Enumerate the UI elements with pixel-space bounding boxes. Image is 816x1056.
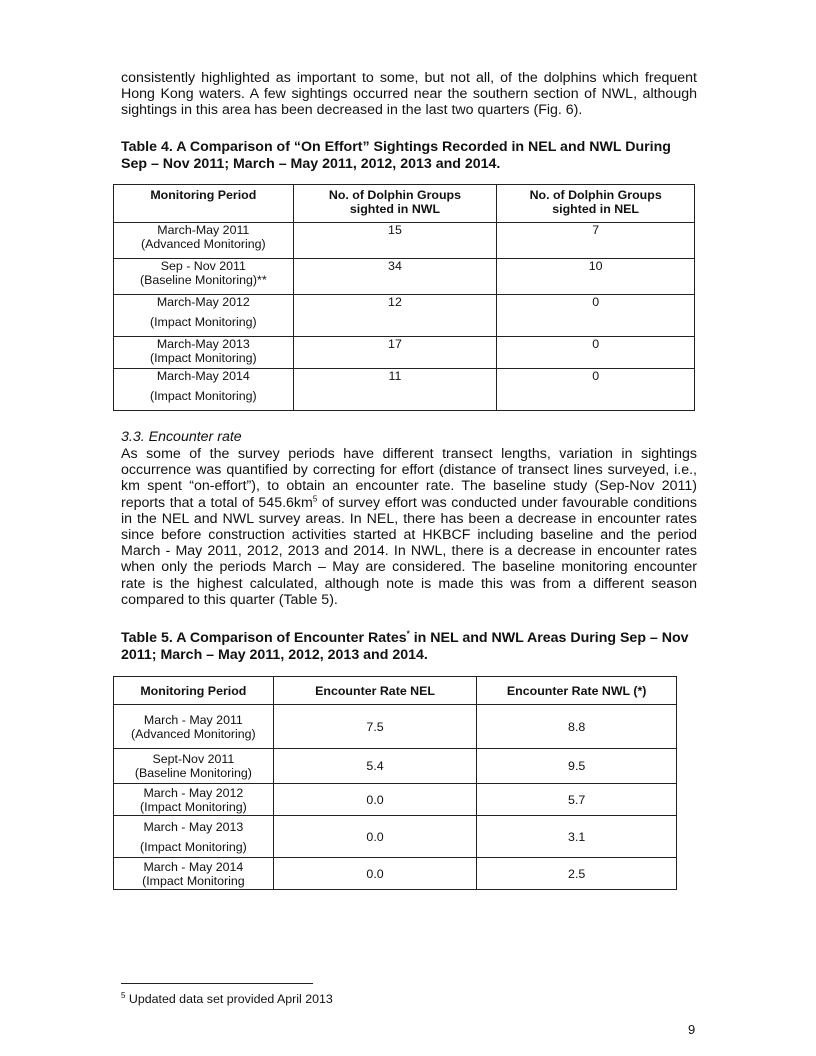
period-name: March-May 2011 (157, 223, 250, 237)
table5-nwl-cell: 3.1 (477, 816, 677, 858)
table5-caption-asterisk: * (406, 629, 410, 639)
table4-header-nwl: No. of Dolphin Groups sighted in NWL (293, 185, 497, 223)
footnote (121, 992, 333, 1006)
section-body-part1: As some of the survey periods have different transect lengths, variation in sightings occurrence was quantified by correcting for effort (distance of transect lines surveyed, i.e., km spent “on-effort”), to obtain an encounter rate. The baseline study (Sep-Nov 2011) reports that a total of 545.6km (121, 446, 697, 511)
table-row (114, 259, 695, 295)
section-heading: 3.3. Encounter rate (121, 429, 242, 445)
period-type: (Impact Monitoring) (149, 389, 257, 403)
table5-period-cell (114, 749, 274, 784)
table-row (114, 223, 695, 259)
table-row (114, 337, 695, 369)
table-row (114, 295, 695, 337)
period-type: (Baseline Monitoring)** (139, 273, 267, 287)
table4-nwl-cell: 17 (293, 337, 497, 369)
table4-caption: Table 4. A Comparison of “On Effort” Sightings Recorded in NEL and NWL During Sep – Nov 2011; March – May 2011, 2012, 2013 and 2014. (121, 139, 671, 172)
period-type: (Advanced Monitoring) (140, 237, 266, 251)
period-type: (Impact Monitoring) (140, 839, 247, 854)
table4-nel-cell: 0 (497, 295, 695, 337)
period-name: March - May 2013 (143, 819, 244, 834)
table4 (113, 184, 695, 411)
table5 (113, 676, 677, 890)
period-name: March - May 2012 (143, 785, 244, 800)
table5-nel-cell: 0.0 (273, 816, 477, 858)
table5-header-nel: Encounter Rate NEL (273, 677, 477, 705)
table4-period-cell (114, 295, 294, 337)
table4-nwl-cell: 11 (293, 369, 497, 411)
table4-nwl-cell: 34 (293, 259, 497, 295)
table-row (114, 858, 677, 890)
table5-nel-cell: 5.4 (273, 749, 477, 784)
table5-period-cell (114, 784, 274, 816)
table5-header-row (114, 677, 677, 705)
table5-caption-part2: in NEL and NWL Areas During Sep – Nov 2011; March – May 2011, 2012, 2013 and 2014. (121, 630, 689, 663)
period-name: March-May 2012 (156, 295, 250, 309)
table4-nel-cell: 0 (497, 337, 695, 369)
period-name: March-May 2013 (156, 337, 250, 351)
period-name: March-May 2014 (156, 369, 250, 383)
table4-nwl-cell: 15 (293, 223, 497, 259)
table4-nwl-cell: 12 (293, 295, 497, 337)
footnote-marker: 5 (121, 990, 126, 1000)
period-type: (Impact Monitoring) (149, 351, 257, 365)
table5-nwl-cell: 8.8 (477, 705, 677, 749)
table4-header-nel: No. of Dolphin Groups sighted in NEL (497, 185, 695, 223)
table4-nel-cell: 10 (497, 259, 695, 295)
table5-nel-cell: 0.0 (273, 784, 477, 816)
table5-nel-cell: 7.5 (273, 705, 477, 749)
table-row (114, 784, 677, 816)
footnote-text: Updated data set provided April 2013 (125, 992, 333, 1006)
section-body-part2: of survey effort was conducted under favourable conditions in the NEL and NWL survey areas. In NEL, there has been a decrease in encounter rates since before construction activities started at HKBCF including baseline and the period March - May 2011, 2012, 2013 and 2014. In NWL, there is a decrease in encounter rates when only the periods March – May are considered. The baseline monitoring encounter rate is the highest calculated, although note is made this was from a different season compared to this quarter (Table 5). (121, 494, 698, 608)
table5-caption-part1: Table 5. A Comparison of Encounter Rates (121, 630, 407, 646)
table5-nwl-cell: 5.7 (477, 784, 677, 816)
page-number: 9 (688, 1022, 696, 1037)
table-row (114, 749, 677, 784)
table4-period-cell (114, 369, 294, 411)
table4-header-period: Monitoring Period (114, 185, 294, 223)
table5-header-period: Monitoring Period (114, 677, 274, 705)
footnote-ref: 5 (312, 493, 318, 503)
table4-header-row (114, 185, 695, 223)
table4-period-cell (114, 337, 294, 369)
table4-period-cell (114, 223, 294, 259)
table5-period-cell (114, 705, 274, 749)
table5-nwl-cell: 2.5 (477, 858, 677, 890)
table4-period-cell (114, 259, 294, 295)
table-row (114, 705, 677, 749)
intro-paragraph: consistently highlighted as important to some, but not all, of the dolphins which frequent Hong Kong waters. A few sightings occurred near the southern section of NWL, although sightings in this area has been decreased in the last two quarters (Fig. 6). (121, 70, 697, 119)
table-row (114, 816, 677, 858)
table4-nel-cell: 7 (497, 223, 695, 259)
table-row (114, 369, 695, 411)
period-name: Sep - Nov 2011 (160, 259, 246, 273)
table5-period-cell (114, 858, 274, 890)
period-name: March - May 2014 (143, 859, 244, 874)
footnote-divider (121, 983, 313, 984)
table5-header-nwl: Encounter Rate NWL (*) (477, 677, 677, 705)
period-type: (Impact Monitoring) (140, 799, 247, 814)
period-name: Sept-Nov 2011 (152, 752, 235, 766)
table5-caption (121, 630, 697, 664)
period-type: (Impact Monitoring) (149, 315, 257, 329)
table5-nel-cell: 0.0 (273, 858, 477, 890)
table5-nwl-cell: 9.5 (477, 749, 677, 784)
section-body (121, 446, 697, 608)
period-name: March - May 2011 (143, 712, 243, 727)
period-type: (Baseline Monitoring) (134, 766, 252, 780)
period-type: (Impact Monitoring (142, 873, 245, 888)
table5-period-cell (114, 816, 274, 858)
table4-nel-cell: 0 (497, 369, 695, 411)
period-type: (Advanced Monitoring) (131, 726, 256, 741)
